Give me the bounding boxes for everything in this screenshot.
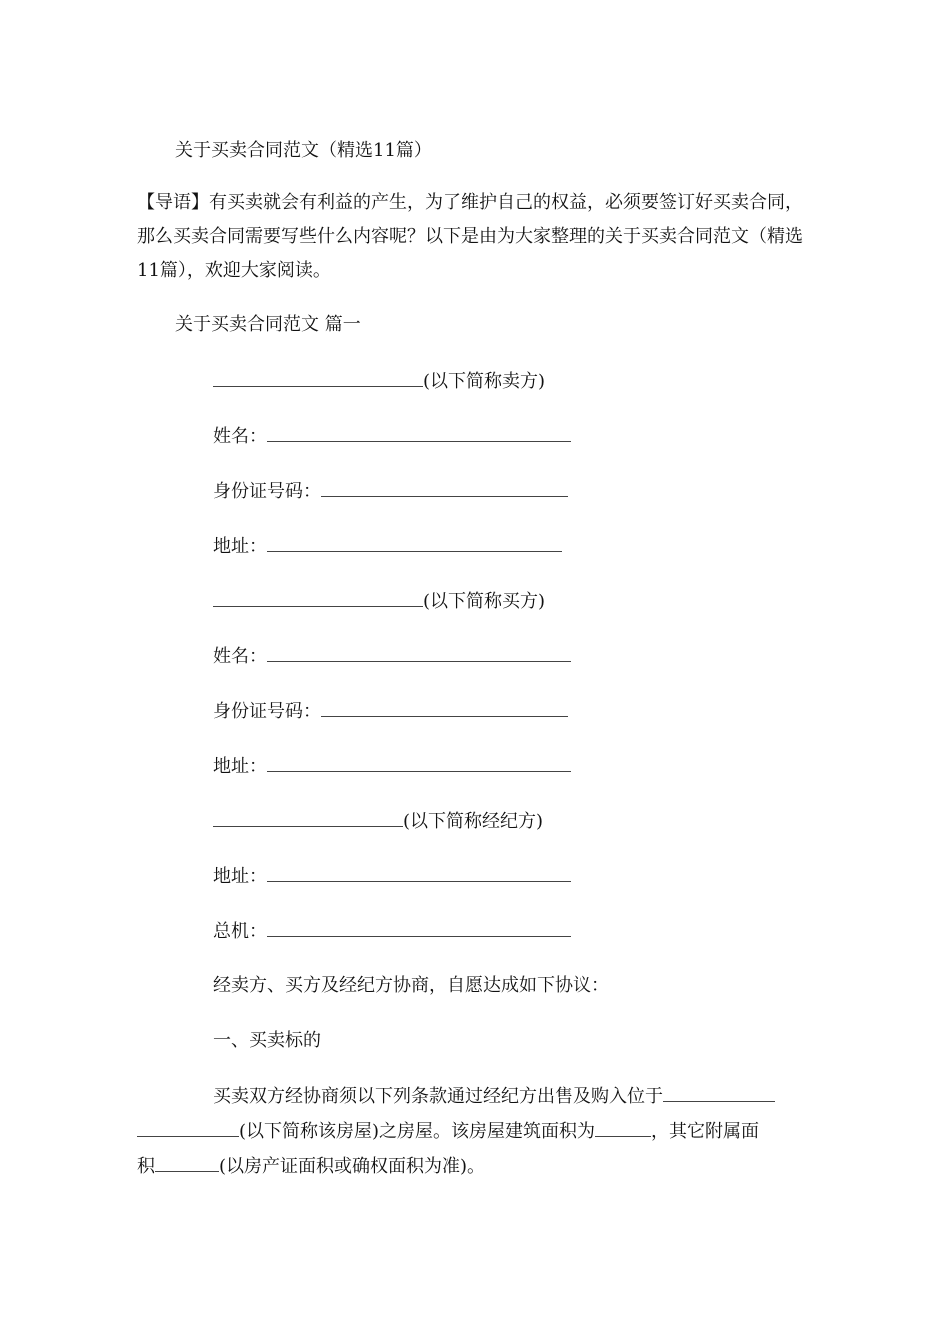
buyer-role-line (213, 589, 545, 614)
buyer-address-label: 地址： (213, 756, 267, 777)
clause1-text-part4: 积 (137, 1156, 155, 1177)
seller-id-blank[interactable] (321, 479, 568, 497)
agent-party-blank[interactable] (213, 809, 403, 827)
seller-name-label: 姓名： (213, 426, 267, 447)
agent-role-line (213, 809, 543, 834)
seller-address-line (213, 534, 562, 559)
clause1-line3 (137, 1154, 485, 1179)
clause1-line1 (213, 1084, 775, 1109)
agent-address-line (213, 864, 571, 889)
buyer-role-label: (以下简称买方) (423, 591, 546, 612)
clause1-text-part3: ，其它附属面 (651, 1121, 760, 1142)
seller-address-label: 地址： (213, 536, 267, 557)
clause1-text-part2: (以下简称该房屋)之房屋。该房屋建筑面积为 (239, 1121, 596, 1142)
buyer-id-blank[interactable] (321, 699, 568, 717)
seller-name-blank[interactable] (267, 424, 571, 442)
property-location-blank-cont[interactable] (137, 1119, 239, 1137)
agent-phone-label: 总机： (213, 921, 267, 942)
buyer-address-line (213, 754, 571, 779)
buyer-name-blank[interactable] (267, 644, 571, 662)
buyer-party-blank[interactable] (213, 589, 423, 607)
auxiliary-area-blank[interactable] (155, 1154, 219, 1172)
seller-role-line (213, 369, 545, 394)
seller-name-line (213, 424, 571, 449)
buyer-address-blank[interactable] (267, 754, 571, 772)
seller-id-line (213, 479, 568, 504)
buyer-id-label: 身份证号码： (213, 701, 321, 722)
buyer-name-line (213, 644, 571, 669)
intro-paragraph: 【导语】有买卖就会有利益的产生，为了维护自己的权益，必须要签订好买卖合同，那么买卖合同需要写些什么内容呢？以下是由为大家整理的关于买卖合同范文（精选11篇），欢迎大家阅读。 (137, 192, 803, 281)
agent-role-label: (以下简称经纪方) (403, 811, 544, 832)
buyer-name-label: 姓名： (213, 646, 267, 667)
agent-phone-line (213, 919, 571, 944)
buyer-id-line (213, 699, 568, 724)
document-title: 关于买卖合同范文（精选11篇） (175, 140, 432, 161)
seller-role-label: (以下简称卖方) (423, 371, 546, 392)
agent-address-label: 地址： (213, 866, 267, 887)
property-location-blank[interactable] (663, 1084, 775, 1102)
section-title: 关于买卖合同范文 篇一 (175, 314, 361, 335)
agreement-text: 经卖方、买方及经纪方协商，自愿达成如下协议： (213, 975, 609, 996)
clause1-line2 (137, 1119, 759, 1144)
clause1-text-part1: 买卖双方经协商须以下列条款通过经纪方出售及购入位于 (213, 1086, 663, 1107)
seller-address-blank[interactable] (267, 534, 562, 552)
agent-phone-blank[interactable] (267, 919, 571, 937)
seller-party-blank[interactable] (213, 369, 423, 387)
seller-id-label: 身份证号码： (213, 481, 321, 502)
clause1-title: 一、买卖标的 (213, 1030, 321, 1051)
clause1-text-part5: (以房产证面积或确权面积为准)。 (219, 1156, 486, 1177)
agent-address-blank[interactable] (267, 864, 571, 882)
building-area-blank[interactable] (595, 1119, 651, 1137)
